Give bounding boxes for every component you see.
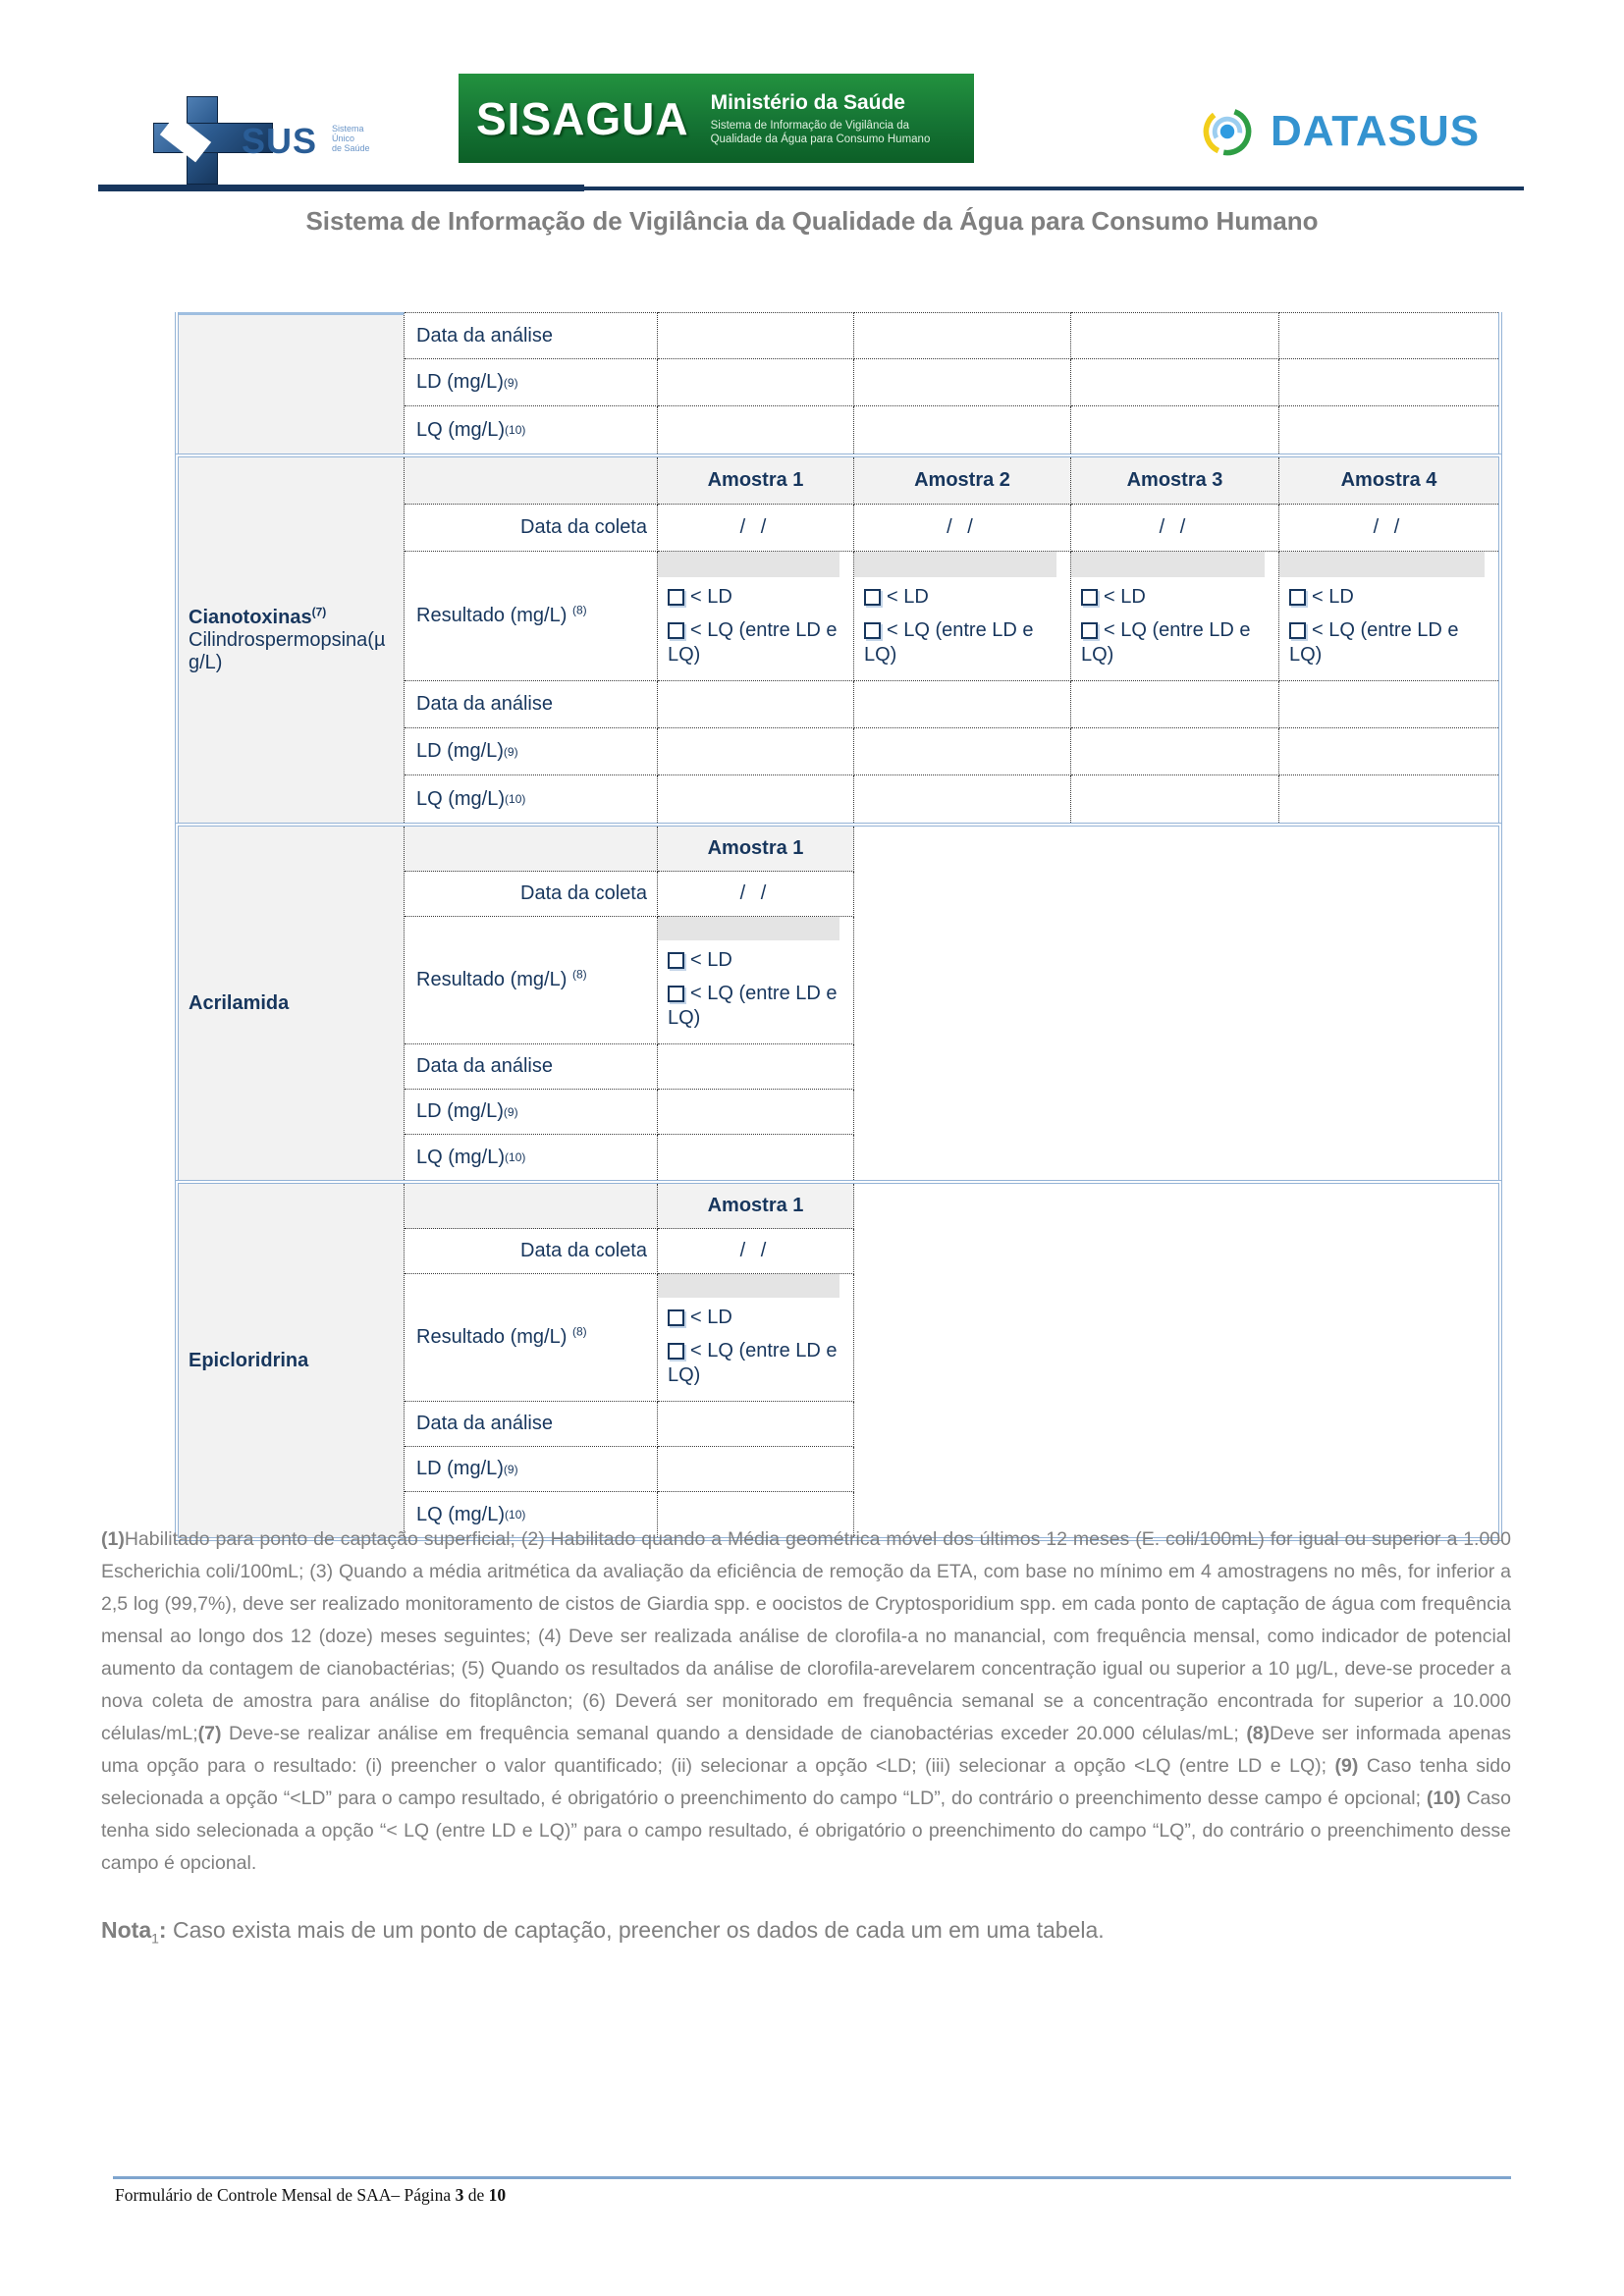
- section-epicloridrina: [175, 1180, 1502, 1541]
- data-coleta-label: Data da coleta: [405, 505, 658, 552]
- data-analise-field[interactable]: [1279, 681, 1498, 728]
- data-analise-field[interactable]: [1071, 312, 1279, 359]
- resultado-input[interactable]: [1071, 552, 1265, 577]
- lt-ld-checkbox[interactable]: [864, 589, 881, 606]
- resultado-input[interactable]: [658, 917, 839, 940]
- lt-ld-checkbox[interactable]: [668, 1309, 684, 1326]
- section-continued: [175, 312, 1502, 454]
- lq-field[interactable]: [1279, 775, 1498, 823]
- nota-1: Nota$_1$: Caso exista mais de um ponto de captação, preencher os dados de cada um em uma tabela.: [101, 1917, 1105, 1947]
- data-coleta-field[interactable]: / /: [658, 872, 854, 917]
- resultado-cell: < LD < LQ (entre LD e LQ): [854, 552, 1071, 681]
- data-coleta-field[interactable]: / /: [658, 1229, 854, 1274]
- amostra-2-header: Amostra 2: [854, 457, 1071, 505]
- datasus-name: DATASUS: [1271, 107, 1481, 155]
- resultado-label: Resultado (mg/L) $^{(8)}$: [405, 552, 658, 681]
- section-label-empty: [179, 312, 405, 454]
- page-footer: Formulário de Controle Mensal de SAA– Página 3 de 10: [115, 2185, 507, 2205]
- data-analise-field[interactable]: [854, 312, 1071, 359]
- amostra-3-header: Amostra 3: [1071, 457, 1279, 505]
- unused-area: [854, 827, 1498, 1180]
- resultado-cell: < LD < LQ (entre LD e LQ): [658, 552, 854, 681]
- amostra-1-header: Amostra 1: [658, 457, 854, 505]
- resultado-input[interactable]: [854, 552, 1056, 577]
- ministry-name: Ministério da Saúde: [710, 90, 905, 114]
- ld-field[interactable]: [1071, 359, 1279, 406]
- ld-field[interactable]: [1279, 728, 1498, 775]
- data-analise-label: Data da análise: [405, 312, 658, 359]
- ld-field[interactable]: [854, 728, 1071, 775]
- lq-label: LQ (mg/L) (10): [405, 406, 658, 454]
- data-coleta-field[interactable]: / /: [1279, 505, 1498, 552]
- lq-field[interactable]: [658, 1135, 854, 1180]
- lq-field[interactable]: [1279, 406, 1498, 454]
- lt-lq-checkbox[interactable]: [864, 622, 881, 639]
- data-analise-field[interactable]: [854, 681, 1071, 728]
- amostra-1-header: Amostra 1: [658, 827, 854, 872]
- amostra-1-header: Amostra 1: [658, 1184, 854, 1229]
- header-spacer: [405, 457, 658, 505]
- ld-label: LD (mg/L) (9): [405, 359, 658, 406]
- data-analise-field[interactable]: [658, 1044, 854, 1090]
- lq-field[interactable]: [1071, 406, 1279, 454]
- footnotes: (1)Habilitado para ponto de captação superficial; (2) Habilitado quando a Média geométrica móvel dos últimos 12 meses (E. coli/100mL) for igual ou superior a 1.000 Escherichia coli/100mL; (3) Quando a média aritmética da avaliação da eficiência de remoção da ETA, com base no mínimo em 4 amostragens no mês, for inferior a 2,5 log (99,7%), deve ser realizado monitoramento de cistos de Giardia spp. e oocistos de Cryptosporidium spp. em cada ponto de captação de água com frequência mensal ao longo dos 12 (doze) meses seguintes; (4) Deve ser realizada análise de clorofila-a no manancial, com frequência mensal, como indicador de potencial aumento da contagem de cianobactérias; (5) Quando os resultados da análise de clorofila-arevelarem concentração igual ou superior a 10 µg/L, deve-se proceder a nova coleta de amostra para análise do fitoplâncton; (6) Deverá ser monitorado em frequência semanal se a concentração encontrada for superior a 10.000 células/mL;(7) Deve-se realizar análise em frequência semanal quando a densidade de cianobactérias exceder 20.000 células/mL; (8)Deve ser informada apenas uma opção para o resultado: (i) preencher o valor quantificado; (ii) selecionar a opção <LD; (iii) selecionar a opção <LQ (entre LD e LQ); (9) Caso tenha sido selecionada a opção “<LD” para o campo resultado, é obrigatório o preenchimento do campo “LD”, do contrário o preenchimento desse campo é opcional; (10) Caso tenha sido selecionada a opção “< LQ (entre LD e LQ)” para o campo resultado, é obrigatório o preenchimento do campo “LQ”, do contrário o preenchimento desse campo é opcional.: [101, 1528, 1511, 1874]
- lq-field[interactable]: [658, 406, 854, 454]
- lt-ld-checkbox[interactable]: [668, 589, 684, 606]
- lq-field[interactable]: [854, 775, 1071, 823]
- page-title: Sistema de Informação de Vigilância da Qualidade da Água para Consumo Humano: [305, 206, 1319, 236]
- section-acrilamida: [175, 823, 1502, 1180]
- unused-area: [854, 1184, 1498, 1537]
- data-analise-field[interactable]: [1279, 312, 1498, 359]
- data-analise-label: Data da análise: [405, 1402, 658, 1447]
- lt-lq-checkbox[interactable]: [668, 1343, 684, 1360]
- data-coleta-field[interactable]: / /: [658, 505, 854, 552]
- data-coleta-label: Data da coleta: [405, 1229, 658, 1274]
- resultado-input[interactable]: [658, 552, 839, 577]
- header-spacer: [405, 1184, 658, 1229]
- data-analise-field[interactable]: [658, 312, 854, 359]
- resultado-label: Resultado (mg/L) $^{(8)}$: [405, 917, 658, 1044]
- resultado-cell: < LD < LQ (entre LD e LQ): [1071, 552, 1279, 681]
- datasus-swirl-icon: [1196, 100, 1259, 163]
- lq-label: LQ (mg/L) (10): [405, 775, 658, 823]
- lt-lq-checkbox[interactable]: [1289, 622, 1306, 639]
- lt-lq-checkbox[interactable]: [1081, 622, 1098, 639]
- lt-ld-checkbox[interactable]: [668, 952, 684, 969]
- ld-label: LD (mg/L) (9): [405, 1090, 658, 1135]
- section-cianotoxinas: [175, 454, 1502, 823]
- sus-subtext: Sistema Único de Saúde: [332, 124, 370, 153]
- lq-field[interactable]: [854, 406, 1071, 454]
- lq-field[interactable]: [1071, 775, 1279, 823]
- footer-rule: [113, 2176, 1511, 2179]
- resultado-label: Resultado (mg/L) $^{(8)}$: [405, 1274, 658, 1402]
- lq-label: LQ (mg/L) (10): [405, 1492, 658, 1537]
- section-label-acrilamida: Acrilamida: [179, 827, 405, 1180]
- data-analise-field[interactable]: [658, 1402, 854, 1447]
- sisagua-logo: [459, 74, 974, 163]
- ld-field[interactable]: [658, 1090, 854, 1135]
- lq-field[interactable]: [658, 775, 854, 823]
- data-coleta-field[interactable]: / /: [854, 505, 1071, 552]
- lt-lq-checkbox[interactable]: [668, 622, 684, 639]
- data-analise-label: Data da análise: [405, 1044, 658, 1090]
- resultado-input[interactable]: [1279, 552, 1485, 577]
- monthly-control-table: [175, 312, 1502, 1541]
- lt-ld-checkbox[interactable]: [1289, 589, 1306, 606]
- ld-field[interactable]: [658, 1447, 854, 1492]
- resultado-cell: < LD < LQ (entre LD e LQ): [1279, 552, 1498, 681]
- resultado-input[interactable]: [658, 1274, 839, 1298]
- ld-field[interactable]: [1279, 359, 1498, 406]
- ld-field[interactable]: [658, 728, 854, 775]
- resultado-cell: < LD < LQ (entre LD e LQ): [658, 917, 854, 1044]
- data-analise-field[interactable]: [658, 681, 854, 728]
- ld-label: LD (mg/L) (9): [405, 1447, 658, 1492]
- datasus-logo: [1196, 96, 1480, 167]
- section-label-epicloridrina: Epicloridrina: [179, 1184, 405, 1537]
- section-label-cianotoxinas: Cianotoxinas$^{(7)}$ Cilindrospermopsina(µg/L): [179, 457, 405, 823]
- resultado-cell: < LD < LQ (entre LD e LQ): [658, 1274, 854, 1402]
- data-analise-field[interactable]: [1071, 681, 1279, 728]
- lt-ld-checkbox[interactable]: [1081, 589, 1098, 606]
- sus-acronym: SUS: [242, 121, 318, 161]
- data-analise-label: Data da análise: [405, 681, 658, 728]
- lq-label: LQ (mg/L) (10): [405, 1135, 658, 1180]
- data-coleta-label: Data da coleta: [405, 872, 658, 917]
- ld-label: LD (mg/L) (9): [405, 728, 658, 775]
- amostra-4-header: Amostra 4: [1279, 457, 1498, 505]
- ld-field[interactable]: [854, 359, 1071, 406]
- lt-lq-checkbox[interactable]: [668, 986, 684, 1002]
- sisagua-subtitle: Sistema de Informação de Vigilância da Qualidade da Água para Consumo Humano: [710, 119, 931, 145]
- ld-field[interactable]: [658, 359, 854, 406]
- sus-logo: [108, 67, 432, 173]
- header-spacer: [405, 827, 658, 872]
- ld-field[interactable]: [1071, 728, 1279, 775]
- sisagua-name: SISAGUA: [476, 92, 689, 144]
- data-coleta-field[interactable]: / /: [1071, 505, 1279, 552]
